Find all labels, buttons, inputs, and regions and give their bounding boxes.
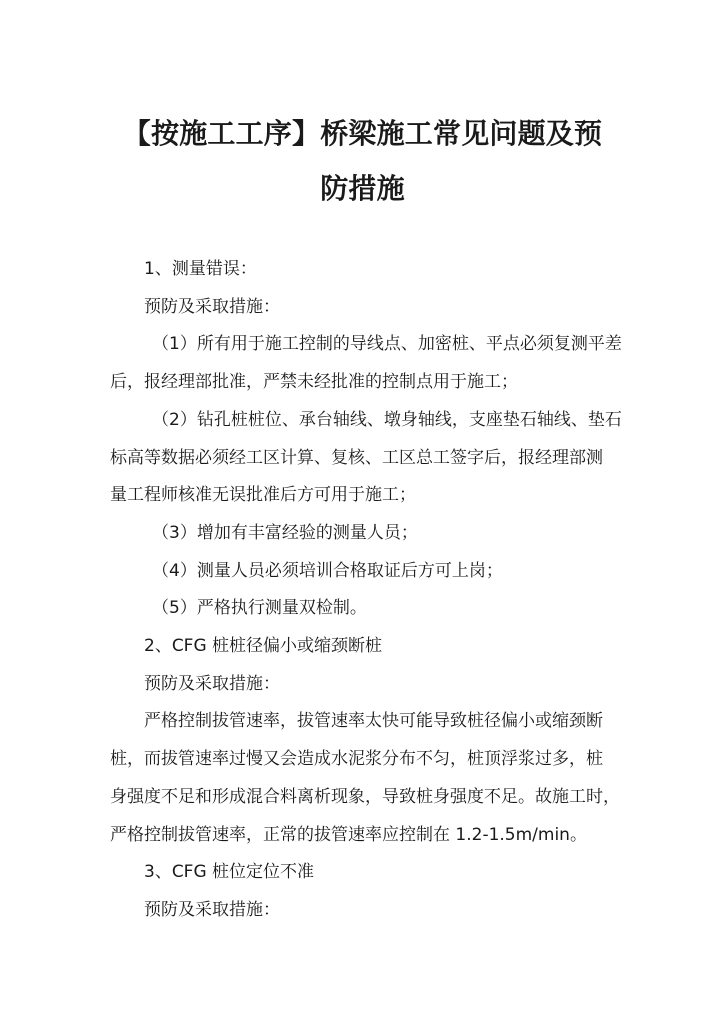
- subheading: 预防及采取措施：: [144, 296, 280, 317]
- section-heading: 3、CFG 桩位定位不准: [144, 862, 315, 883]
- paragraph-line: （4）测量人员必须培训合格取证后方可上岗；: [152, 560, 503, 581]
- paragraph-line: （5）严格执行测量双检制。: [152, 598, 367, 619]
- paragraph-line: （2）钻孔桩桩位、承台轴线、墩身轴线，支座垫石轴线、垫石: [152, 409, 622, 430]
- paragraph-line: 桩，而拔管速率过慢又会造成水泥浆分布不匀，桩顶浮浆过多，桩: [110, 749, 603, 770]
- section-heading: 1、测量错误：: [144, 259, 257, 279]
- subheading: 预防及采取措施：: [144, 899, 280, 920]
- paragraph-line: 标高等数据必须经工区计算、复核、工区总工签字后，报经理部测: [110, 447, 603, 468]
- title-line-1: 【按施工工序】桥梁施工常见问题及预: [122, 117, 603, 150]
- paragraph-line: 严格控制拔管速率，正常的拔管速率应控制在 1.2-1.5m/min。: [110, 824, 587, 845]
- paragraph-line: （3）增加有丰富经验的测量人员；: [152, 522, 418, 543]
- document-body: [110, 251, 620, 930]
- paragraph-line: 严格控制拔管速率，拔管速率太快可能导致桩径偏小或缩颈断: [144, 711, 603, 732]
- section-heading: 2、CFG 桩桩径偏小或缩颈断桩: [144, 636, 383, 657]
- paragraph-line: 后，报经理部批准，严禁未经批准的控制点用于施工；: [110, 372, 518, 393]
- paragraph-line: 身强度不足和形成混合料离析现象，导致桩身强度不足。故施工时，: [110, 786, 620, 807]
- subheading: 预防及采取措施：: [144, 673, 280, 694]
- paragraph-line: 量工程师核准无误批准后方可用于施工；: [110, 485, 416, 506]
- paragraph-line: （1）所有用于施工控制的导线点、加密桩、平点必须复测平差: [152, 334, 622, 355]
- title-line-2: 防措施: [320, 172, 405, 205]
- document-title: [110, 106, 615, 216]
